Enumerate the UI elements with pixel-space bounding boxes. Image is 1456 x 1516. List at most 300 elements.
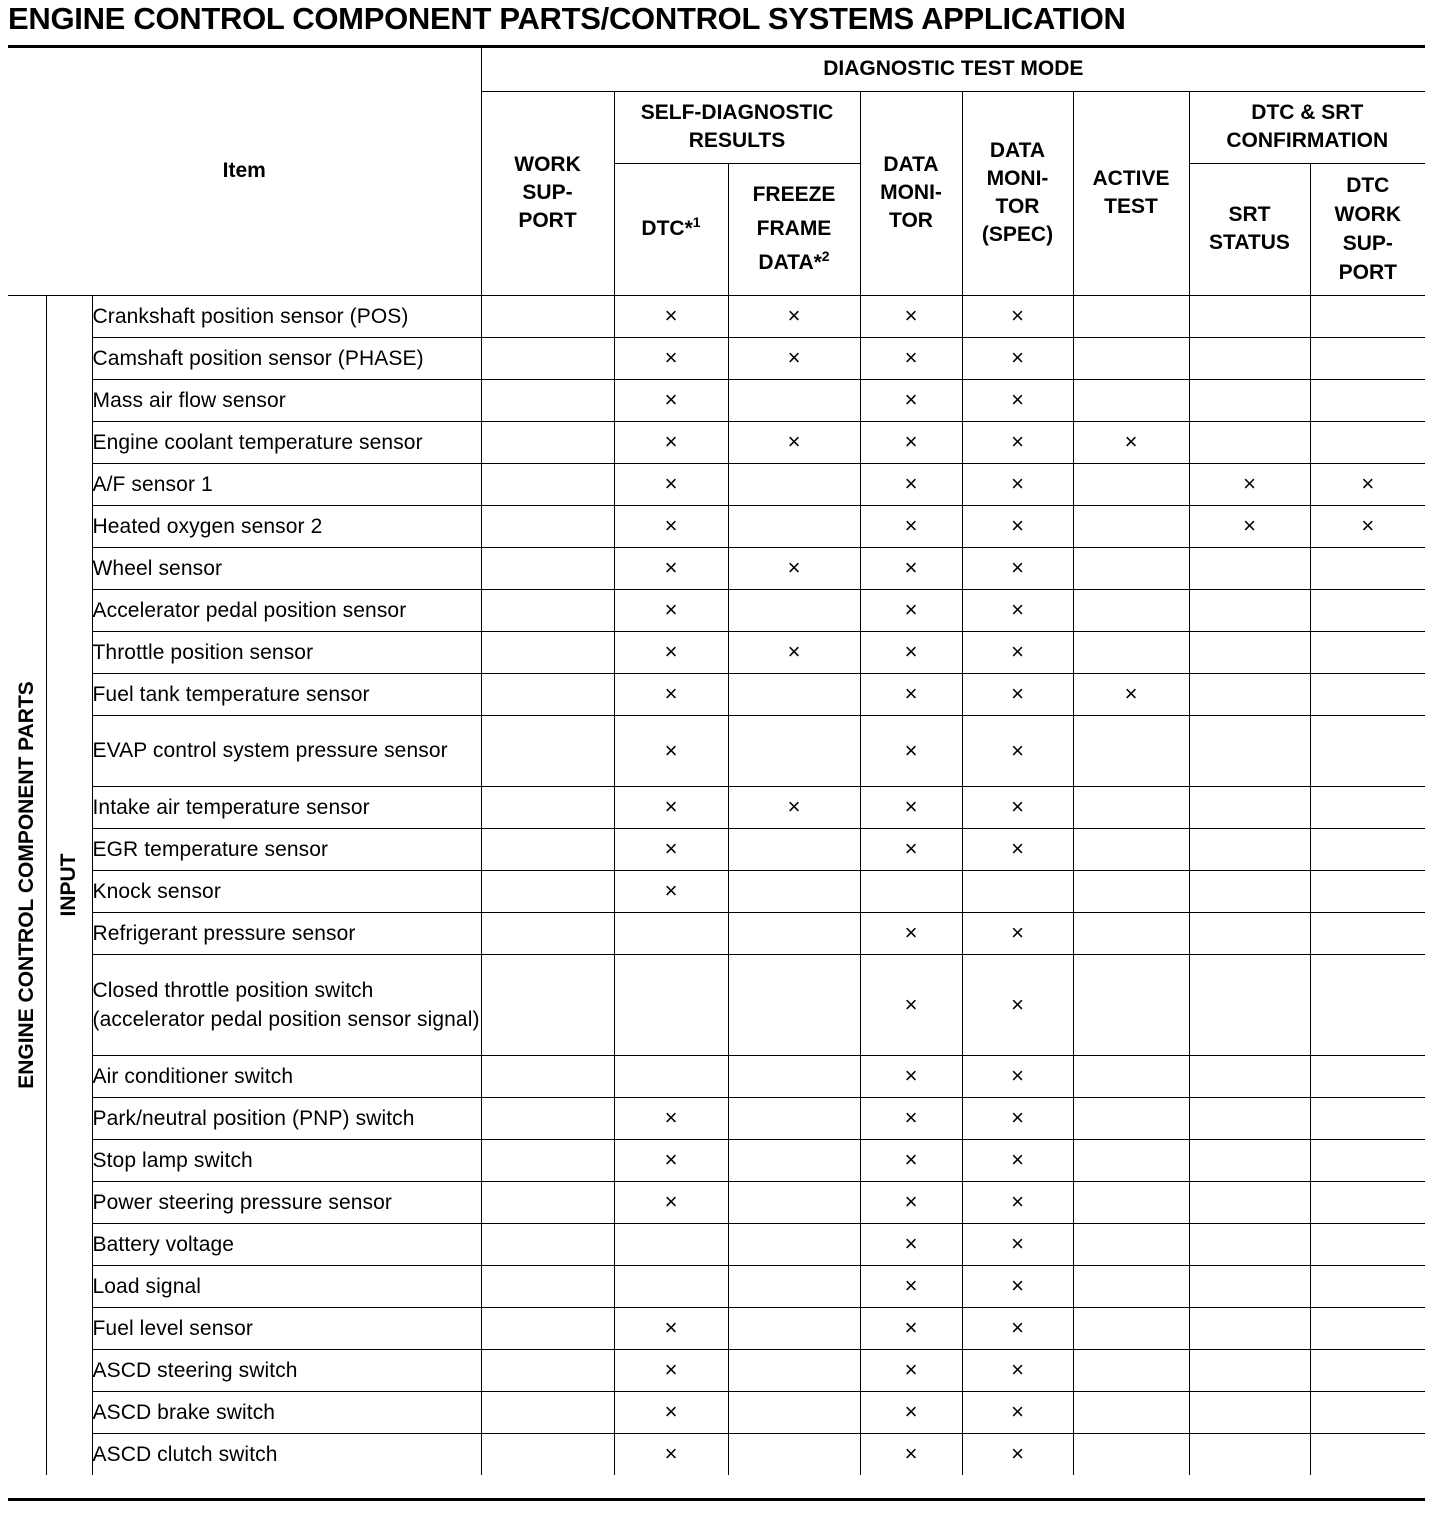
- data-monitor-cell: [860, 1223, 962, 1265]
- freeze-frame-data-cell: [728, 547, 860, 589]
- srt-status-cell: [1189, 589, 1310, 631]
- item-name-cell: Accelerator pedal position sensor: [92, 589, 481, 631]
- data-monitor-spec-cell: [962, 673, 1073, 715]
- dtc-header: DTC*$^1$: [614, 163, 728, 295]
- table-row: [8, 1055, 1425, 1097]
- work-support-cell: [481, 1391, 614, 1433]
- applicable-mark: ×: [1011, 555, 1024, 580]
- srt-status-cell: [1189, 337, 1310, 379]
- applicable-mark: ×: [1361, 471, 1375, 496]
- item-name-cell: Heated oxygen sensor 2: [92, 505, 481, 547]
- table-row: [8, 421, 1425, 463]
- data-monitor-spec-cell: [962, 1139, 1073, 1181]
- freeze-frame-data-cell: [728, 379, 860, 421]
- applicable-mark: ×: [904, 303, 918, 328]
- applicable-mark: ×: [1011, 681, 1024, 706]
- applicable-mark: ×: [904, 737, 918, 763]
- data-monitor-cell: [860, 631, 962, 673]
- work-support-cell: [481, 1139, 614, 1181]
- item-name-cell: Intake air temperature sensor: [92, 786, 481, 828]
- applicable-mark: ×: [904, 1147, 918, 1172]
- srt-status-cell: [1189, 870, 1310, 912]
- applicable-mark: ×: [787, 345, 801, 370]
- applicable-mark: ×: [904, 920, 918, 945]
- srt-status-header: SRT STATUS: [1189, 163, 1310, 295]
- applicable-mark: ×: [904, 471, 918, 496]
- data-monitor-spec-cell: [962, 1181, 1073, 1223]
- data-monitor-cell: [860, 673, 962, 715]
- applicable-mark: ×: [1243, 471, 1256, 496]
- work-support-cell: [481, 828, 614, 870]
- dtc-work-support-cell: [1310, 912, 1425, 954]
- applicable-mark: ×: [664, 794, 678, 819]
- dtc-cell: [614, 954, 728, 1055]
- srt-status-cell: [1189, 421, 1310, 463]
- applicable-mark: ×: [1011, 471, 1024, 496]
- table-row: [8, 1349, 1425, 1391]
- srt-status-cell: [1189, 1307, 1310, 1349]
- item-name-cell: Battery voltage: [92, 1223, 481, 1265]
- table-row: [8, 295, 1425, 337]
- freeze-frame-data-cell: [728, 505, 860, 547]
- active-test-cell: [1073, 1307, 1189, 1349]
- table-row: [8, 1139, 1425, 1181]
- applicable-mark: ×: [904, 639, 918, 664]
- freeze-frame-data-cell: [728, 631, 860, 673]
- data-monitor-spec-cell: [962, 631, 1073, 673]
- active-test-cell: [1073, 673, 1189, 715]
- data-monitor-cell: [860, 1307, 962, 1349]
- active-test-cell: [1073, 505, 1189, 547]
- active-test-cell: [1073, 421, 1189, 463]
- table-row: [8, 547, 1425, 589]
- freeze-frame-data-cell: [728, 1349, 860, 1391]
- freeze-frame-data-cell: [728, 1265, 860, 1307]
- dtc-work-support-cell: [1310, 828, 1425, 870]
- applicable-mark: ×: [787, 303, 801, 328]
- applicable-mark: ×: [1011, 429, 1024, 454]
- applicable-mark: ×: [904, 1357, 918, 1382]
- srt-status-cell: [1189, 1223, 1310, 1265]
- dtc-cell: [614, 912, 728, 954]
- item-name-cell: Wheel sensor: [92, 547, 481, 589]
- applicable-mark: ×: [664, 1399, 678, 1424]
- active-test-cell: [1073, 1097, 1189, 1139]
- table-row: [8, 870, 1425, 912]
- dtc-cell: [614, 1433, 728, 1475]
- dtc-work-support-cell: [1310, 379, 1425, 421]
- active-test-cell: [1073, 295, 1189, 337]
- dtc-cell: [614, 673, 728, 715]
- freeze-frame-data-cell: [728, 1181, 860, 1223]
- table-row: [8, 673, 1425, 715]
- data-monitor-cell: [860, 1139, 962, 1181]
- table-row: [8, 1433, 1425, 1475]
- work-support-cell: [481, 505, 614, 547]
- applicable-mark: ×: [904, 794, 918, 819]
- srt-status-cell: [1189, 547, 1310, 589]
- table-row: [8, 1097, 1425, 1139]
- active-test-cell: [1073, 912, 1189, 954]
- dtc-cell: [614, 1097, 728, 1139]
- applicable-mark: ×: [664, 303, 678, 328]
- dtc-cell: [614, 1139, 728, 1181]
- active-test-cell: [1073, 1181, 1189, 1223]
- applicable-mark: ×: [904, 1231, 918, 1256]
- data-monitor-cell: [860, 1391, 962, 1433]
- dtc-work-support-header: DTC WORK SUP- PORT: [1310, 163, 1425, 295]
- group-outer-label: ENGINE CONTROL COMPONENT PARTS: [14, 681, 38, 1089]
- dtc-srt-confirmation-header: DTC & SRT CONFIRMATION: [1189, 91, 1425, 163]
- applicable-mark: ×: [664, 1147, 678, 1172]
- dtc-cell: [614, 505, 728, 547]
- dtc-work-support-cell: [1310, 1391, 1425, 1433]
- dtc-cell: [614, 1055, 728, 1097]
- work-support-cell: [481, 1223, 614, 1265]
- applicable-mark: ×: [904, 1399, 918, 1424]
- applicable-mark: ×: [1011, 1315, 1024, 1340]
- dtc-work-support-cell: [1310, 1223, 1425, 1265]
- srt-status-cell: [1189, 295, 1310, 337]
- applicable-mark: ×: [664, 1189, 678, 1214]
- table-row: [8, 786, 1425, 828]
- data-monitor-spec-cell: [962, 295, 1073, 337]
- srt-status-cell: [1189, 1349, 1310, 1391]
- applicable-mark: ×: [664, 836, 678, 861]
- work-support-cell: [481, 954, 614, 1055]
- applicable-mark: ×: [1011, 597, 1024, 622]
- work-support-cell: [481, 547, 614, 589]
- item-name-cell: ASCD brake switch: [92, 1391, 481, 1433]
- dtc-work-support-cell: [1310, 673, 1425, 715]
- dtc-cell: [614, 295, 728, 337]
- srt-status-cell: [1189, 673, 1310, 715]
- srt-status-cell: [1189, 828, 1310, 870]
- srt-status-cell: [1189, 631, 1310, 673]
- data-monitor-spec-cell: [962, 870, 1073, 912]
- applicable-mark: ×: [1011, 991, 1024, 1017]
- item-name-cell: Knock sensor: [92, 870, 481, 912]
- table-row: [8, 463, 1425, 505]
- work-support-cell: [481, 1307, 614, 1349]
- work-support-cell: [481, 1181, 614, 1223]
- data-monitor-cell: [860, 786, 962, 828]
- data-monitor-cell: [860, 379, 962, 421]
- srt-status-cell: [1189, 1181, 1310, 1223]
- applicable-mark: ×: [1011, 513, 1024, 538]
- work-support-cell: [481, 715, 614, 786]
- freeze-frame-data-cell: [728, 1097, 860, 1139]
- applicable-mark: ×: [904, 513, 918, 538]
- applicable-mark: ×: [664, 1441, 678, 1466]
- applicable-mark: ×: [1011, 387, 1024, 412]
- srt-status-cell: [1189, 379, 1310, 421]
- item-name-cell: Fuel level sensor: [92, 1307, 481, 1349]
- applicable-mark: ×: [1011, 1399, 1024, 1424]
- srt-status-cell: [1189, 912, 1310, 954]
- freeze-frame-data-cell: [728, 1223, 860, 1265]
- item-name-cell: ASCD steering switch: [92, 1349, 481, 1391]
- item-name-cell: Fuel tank temperature sensor: [92, 673, 481, 715]
- item-header: Item: [8, 48, 481, 295]
- data-monitor-spec-cell: [962, 912, 1073, 954]
- data-monitor-spec-cell: [962, 505, 1073, 547]
- applicable-mark: ×: [904, 429, 918, 454]
- dtc-work-support-cell: [1310, 786, 1425, 828]
- applicable-mark: ×: [787, 555, 801, 580]
- active-test-cell: [1073, 786, 1189, 828]
- applicable-mark: ×: [664, 1105, 678, 1130]
- dtc-cell: [614, 463, 728, 505]
- applicable-mark: ×: [664, 345, 678, 370]
- data-monitor-spec-cell: [962, 1223, 1073, 1265]
- dtc-work-support-cell: [1310, 505, 1425, 547]
- srt-status-cell: [1189, 1433, 1310, 1475]
- dtc-cell: [614, 1391, 728, 1433]
- active-test-cell: [1073, 828, 1189, 870]
- work-support-cell: [481, 379, 614, 421]
- applicable-mark: ×: [904, 555, 918, 580]
- item-name-cell: Throttle position sensor: [92, 631, 481, 673]
- applicable-mark: ×: [1011, 1063, 1024, 1088]
- active-test-cell: [1073, 379, 1189, 421]
- applicable-mark: ×: [664, 878, 678, 903]
- work-support-cell: [481, 1433, 614, 1475]
- dtc-cell: [614, 337, 728, 379]
- group-inner-cell: [46, 295, 92, 1475]
- dtc-work-support-cell: [1310, 1349, 1425, 1391]
- data-monitor-spec-cell: [962, 954, 1073, 1055]
- item-name-cell: A/F sensor 1: [92, 463, 481, 505]
- dtc-cell: [614, 1181, 728, 1223]
- applicable-mark: ×: [1011, 920, 1024, 945]
- active-test-cell: [1073, 870, 1189, 912]
- applicable-mark: ×: [904, 836, 918, 861]
- data-monitor-cell: [860, 870, 962, 912]
- freeze-frame-data-cell: [728, 1391, 860, 1433]
- dtc-cell: [614, 1223, 728, 1265]
- dtc-work-support-cell: [1310, 1055, 1425, 1097]
- dtc-work-support-cell: [1310, 421, 1425, 463]
- applicable-mark: ×: [1011, 836, 1024, 861]
- data-monitor-spec-cell: [962, 421, 1073, 463]
- freeze-frame-data-cell: [728, 715, 860, 786]
- dtc-work-support-cell: [1310, 295, 1425, 337]
- data-monitor-spec-cell: [962, 1391, 1073, 1433]
- data-monitor-cell: [860, 505, 962, 547]
- applicable-mark: ×: [1011, 345, 1024, 370]
- dtc-work-support-cell: [1310, 1181, 1425, 1223]
- data-monitor-cell: [860, 912, 962, 954]
- applicable-mark: ×: [1011, 639, 1024, 664]
- srt-status-cell: [1189, 954, 1310, 1055]
- applicable-mark: ×: [1124, 429, 1138, 454]
- data-monitor-spec-header: DATA MONI- TOR (SPEC): [962, 91, 1073, 295]
- item-name-cell: EGR temperature sensor: [92, 828, 481, 870]
- data-monitor-cell: [860, 547, 962, 589]
- table-row: [8, 954, 1425, 1055]
- data-monitor-spec-cell: [962, 1349, 1073, 1391]
- freeze-frame-data-cell: [728, 828, 860, 870]
- table-row: [8, 379, 1425, 421]
- work-support-cell: [481, 786, 614, 828]
- applicable-mark: ×: [1011, 1273, 1024, 1298]
- work-support-cell: [481, 337, 614, 379]
- applicable-mark: ×: [664, 513, 678, 538]
- data-monitor-cell: [860, 1097, 962, 1139]
- work-support-cell: [481, 295, 614, 337]
- table-row: [8, 828, 1425, 870]
- work-support-cell: [481, 463, 614, 505]
- freeze-frame-data-cell: [728, 1055, 860, 1097]
- applicable-mark: ×: [664, 387, 678, 412]
- dtc-cell: [614, 786, 728, 828]
- data-monitor-spec-cell: [962, 379, 1073, 421]
- dtc-work-support-cell: [1310, 954, 1425, 1055]
- item-name-cell: Air conditioner switch: [92, 1055, 481, 1097]
- applicable-mark: ×: [1011, 1357, 1024, 1382]
- work-support-cell: [481, 1349, 614, 1391]
- data-monitor-cell: [860, 589, 962, 631]
- freeze-frame-data-header: FREEZE FRAME DATA*$^2$: [728, 163, 860, 295]
- applicable-mark: ×: [664, 429, 678, 454]
- applicable-mark: ×: [1011, 1189, 1024, 1214]
- applicable-mark: ×: [904, 1315, 918, 1340]
- dtc-work-support-cell: [1310, 463, 1425, 505]
- data-monitor-cell: [860, 295, 962, 337]
- srt-status-cell: [1189, 1139, 1310, 1181]
- applicable-mark: ×: [904, 387, 918, 412]
- item-name-cell: EVAP control system pressure sensor: [92, 715, 481, 786]
- dtc-cell: [614, 1349, 728, 1391]
- active-test-cell: [1073, 589, 1189, 631]
- srt-status-cell: [1189, 463, 1310, 505]
- item-name-cell: Load signal: [92, 1265, 481, 1307]
- item-name-cell: Engine coolant temperature sensor: [92, 421, 481, 463]
- item-name-cell: Stop lamp switch: [92, 1139, 481, 1181]
- active-test-cell: [1073, 463, 1189, 505]
- table-row: [8, 912, 1425, 954]
- table-row: [8, 1223, 1425, 1265]
- applicable-mark: ×: [1361, 513, 1375, 538]
- work-support-cell: [481, 1097, 614, 1139]
- active-test-cell: [1073, 1223, 1189, 1265]
- active-test-header: ACTIVE TEST: [1073, 91, 1189, 295]
- applicable-mark: ×: [904, 1105, 918, 1130]
- dtc-work-support-cell: [1310, 631, 1425, 673]
- applicable-mark: ×: [1011, 303, 1024, 328]
- applicable-mark: ×: [904, 345, 918, 370]
- applicable-mark: ×: [904, 597, 918, 622]
- active-test-cell: [1073, 1139, 1189, 1181]
- data-monitor-spec-cell: [962, 337, 1073, 379]
- applicable-mark: ×: [664, 1315, 678, 1340]
- freeze-frame-data-cell: [728, 1307, 860, 1349]
- data-monitor-cell: [860, 1265, 962, 1307]
- data-monitor-cell: [860, 1055, 962, 1097]
- active-test-cell: [1073, 1433, 1189, 1475]
- active-test-cell: [1073, 337, 1189, 379]
- item-name-cell: Refrigerant pressure sensor: [92, 912, 481, 954]
- work-support-cell: [481, 589, 614, 631]
- applicable-mark: ×: [1011, 737, 1024, 763]
- dtc-cell: [614, 828, 728, 870]
- work-support-cell: [481, 912, 614, 954]
- dtc-cell: [614, 631, 728, 673]
- applicable-mark: ×: [1011, 1231, 1024, 1256]
- data-monitor-spec-cell: [962, 1265, 1073, 1307]
- table-row: [8, 1265, 1425, 1307]
- srt-status-cell: [1189, 1391, 1310, 1433]
- srt-status-cell: [1189, 1265, 1310, 1307]
- freeze-frame-data-cell: [728, 421, 860, 463]
- data-monitor-spec-cell: [962, 1433, 1073, 1475]
- srt-status-cell: [1189, 1097, 1310, 1139]
- work-support-cell: [481, 631, 614, 673]
- dtc-cell: [614, 421, 728, 463]
- data-monitor-cell: [860, 421, 962, 463]
- applicable-mark: ×: [904, 1063, 918, 1088]
- applicable-mark: ×: [1243, 513, 1256, 538]
- data-monitor-spec-cell: [962, 1097, 1073, 1139]
- active-test-cell: [1073, 1265, 1189, 1307]
- diagnostic-test-mode-header: DIAGNOSTIC TEST MODE: [481, 48, 1425, 91]
- dtc-work-support-cell: [1310, 337, 1425, 379]
- freeze-frame-data-cell: [728, 337, 860, 379]
- self-diagnostic-results-header: SELF-DIAGNOSTIC RESULTS: [614, 91, 860, 163]
- applicable-mark: ×: [1011, 794, 1024, 819]
- table-row: [8, 1391, 1425, 1433]
- dtc-work-support-cell: [1310, 870, 1425, 912]
- applicable-mark: ×: [1011, 1105, 1024, 1130]
- dtc-cell: [614, 1307, 728, 1349]
- data-monitor-spec-cell: [962, 589, 1073, 631]
- applicable-mark: ×: [904, 1273, 918, 1298]
- applicable-mark: ×: [787, 794, 801, 819]
- dtc-cell: [614, 870, 728, 912]
- dtc-work-support-cell: [1310, 715, 1425, 786]
- applicable-mark: ×: [904, 1189, 918, 1214]
- active-test-cell: [1073, 1055, 1189, 1097]
- item-name-cell: Closed throttle position switch (accelerator pedal position sensor signal): [92, 954, 481, 1055]
- freeze-frame-data-cell: [728, 1139, 860, 1181]
- data-monitor-spec-cell: [962, 547, 1073, 589]
- work-support-cell: [481, 673, 614, 715]
- srt-status-cell: [1189, 786, 1310, 828]
- item-name-cell: Camshaft position sensor (PHASE): [92, 337, 481, 379]
- work-support-cell: [481, 421, 614, 463]
- applicable-mark: ×: [1011, 1147, 1024, 1172]
- table-row: [8, 1181, 1425, 1223]
- data-monitor-cell: [860, 828, 962, 870]
- item-name-cell: Park/neutral position (PNP) switch: [92, 1097, 481, 1139]
- data-monitor-cell: [860, 954, 962, 1055]
- applicable-mark: ×: [787, 639, 801, 664]
- dtc-cell: [614, 1265, 728, 1307]
- applicable-mark: ×: [787, 429, 801, 454]
- table-body: [8, 295, 1425, 1475]
- data-monitor-spec-cell: [962, 1055, 1073, 1097]
- group-inner-label: INPUT: [57, 853, 80, 917]
- item-name-cell: ASCD clutch switch: [92, 1433, 481, 1475]
- applicable-mark: ×: [904, 681, 918, 706]
- freeze-frame-data-cell: [728, 589, 860, 631]
- table-row: [8, 631, 1425, 673]
- active-test-cell: [1073, 1391, 1189, 1433]
- freeze-frame-data-cell: [728, 1433, 860, 1475]
- applicable-mark: ×: [664, 471, 678, 496]
- srt-status-cell: [1189, 715, 1310, 786]
